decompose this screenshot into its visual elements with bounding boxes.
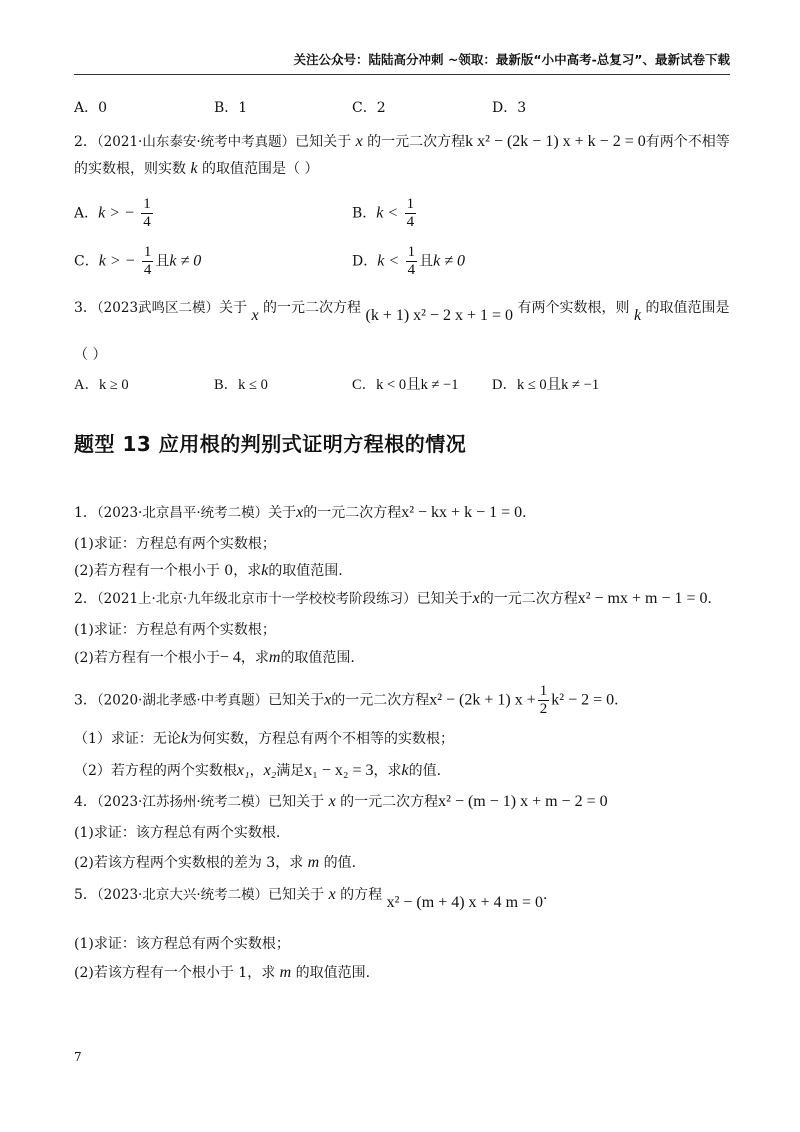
q2-option-b: B．k < $\frac{1}{4}$ xyxy=(352,196,415,230)
s5-stem: 5．（2023·北京大兴·统考二模）已知关于 x 的方程 x² − (m + 4) x + 4 m = 0． xyxy=(74,886,558,911)
question-source: （2021·山东泰安·统考中考真题） xyxy=(96,134,296,150)
s1-stem: 1．（2023·北京昌平·统考二模）关于x的一元二次方程x² − kx + k − 1 = 0． xyxy=(74,504,537,521)
q2-options-row1 xyxy=(74,190,740,234)
equation: k² − 2 = 0 xyxy=(551,691,615,709)
equation: (k + 1) x² − 2 x + 1 = 0 xyxy=(365,307,514,324)
stem-text: 的取值范围是（ ） xyxy=(202,161,319,177)
fraction: $\frac{1}{4}$ xyxy=(406,196,415,230)
stem-text: 有两个实数根，则 xyxy=(517,300,630,316)
question-source: （2021上·北京·九年级北京市十一学校校考阶段练习） xyxy=(96,591,417,607)
variable: m xyxy=(268,649,281,666)
variable: x xyxy=(355,133,363,150)
variable: k xyxy=(180,730,189,747)
q3-option-b: B．k ≤ 0 xyxy=(214,377,268,393)
variable: k xyxy=(633,307,642,324)
variable: k xyxy=(190,160,198,177)
question-source: （2023武鸣区二模） xyxy=(96,300,220,316)
s1-part2: (2)若方程有一个根小于 0，求k的取值范围. xyxy=(74,562,343,579)
fraction: $\frac{1}{4}$ xyxy=(143,244,152,278)
stem-text: 的取值范围是 xyxy=(645,300,730,316)
stem-text: 的一元二次方程 xyxy=(263,300,362,316)
q2-options-row2 xyxy=(74,238,740,282)
s2-stem: 2．（2021上·北京·九年级北京市十一学校校考阶段练习）已知关于x的一元二次方程x² − mx + m − 1 = 0． xyxy=(74,590,722,607)
s5-part1: (1)求证：该方程总有两个实数根； xyxy=(74,936,290,952)
question-source: （2023·北京昌平·统考二模） xyxy=(96,505,269,521)
variable: k xyxy=(261,562,269,579)
question-source: （2023·北京大兴·统考二模） xyxy=(96,887,269,903)
s1-part1: (1)求证：方程总有两个实数根； xyxy=(74,536,276,552)
question-number: 2． xyxy=(74,134,97,150)
q1-options xyxy=(74,97,740,119)
question-number: 4． xyxy=(74,794,97,810)
s4-part1: (1)求证：该方程总有两个实数根. xyxy=(74,825,281,841)
variable: x xyxy=(472,590,480,607)
q2-option-d: D．k < $\frac{1}{4}$ 且k ≠ 0 xyxy=(352,244,465,278)
q2-stem xyxy=(74,131,740,153)
page-number: 7 xyxy=(74,1050,82,1064)
s4-stem: 4．（2023·江苏扬州·统考二模）已知关于 x 的一元二次方程x² − (m − 1) x + m − 2 = 0 xyxy=(74,793,608,810)
equation: x² − (m + 4) x + 4 m = 0 xyxy=(386,894,544,911)
equation: x² − (2k + 1) x + xyxy=(429,691,536,709)
q3-paren: （ ） xyxy=(74,347,107,363)
q2-option-a: A．k > − $\frac{1}{4}$ xyxy=(74,196,151,230)
variable: x xyxy=(328,886,336,903)
question-source: （2020·湖北孝感·中考真题） xyxy=(96,692,269,709)
s3-stem: 3．（2020·湖北孝感·中考真题）已知关于x的一元二次方程x² − (2k + 1) x + $\frac{1}{2}$ k² − 2 = 0． xyxy=(74,683,629,717)
variable: x xyxy=(328,793,336,810)
header-text: 关注公众号：陆陆高分冲刺 ~领取：最新版“小中高考-总复习”、最新试卷下载 xyxy=(293,52,730,67)
stem-text: 的一元二次方程 xyxy=(367,134,466,150)
s4-part2: (2)若该方程两个实数根的差为 3，求 m 的值. xyxy=(74,854,357,871)
q1-option-a: A．0 xyxy=(74,100,108,116)
variable: x xyxy=(251,307,259,324)
variable: m xyxy=(307,854,320,871)
s5-part2: (2)若该方程有一个根小于 1，求 m 的取值范围. xyxy=(74,964,371,981)
q2-stem-line2 xyxy=(74,158,740,180)
q3-stem xyxy=(74,297,740,324)
s2-part1: (1)求证：方程总有两个实数根； xyxy=(74,622,276,638)
question-source: （2023·江苏扬州·统考二模） xyxy=(96,794,269,810)
q1-option-d: D．3 xyxy=(492,100,527,116)
equation: x² − (m − 1) x + m − 2 = 0 xyxy=(438,793,608,810)
variable: m xyxy=(279,964,292,981)
q1-option-b: B．1 xyxy=(214,100,248,116)
q3-option-a: A．k ≥ 0 xyxy=(74,377,129,393)
fraction: $\frac{1}{2}$ xyxy=(539,683,548,717)
q2-option-c: C．k > − $\frac{1}{4}$ 且k ≠ 0 xyxy=(74,244,202,278)
q3-options xyxy=(74,374,740,396)
equation: k x² − (2k − 1) x + k − 2 = 0 xyxy=(465,133,646,150)
question-number: 2． xyxy=(74,591,97,607)
variable: x xyxy=(324,691,332,709)
q1-option-c: C．2 xyxy=(352,100,386,116)
question-number: 3． xyxy=(74,692,97,709)
question-number: 3． xyxy=(74,300,97,316)
question-number: 5． xyxy=(74,887,97,903)
stem-text: 有两个不相等 xyxy=(645,134,730,150)
question-number: 1． xyxy=(74,505,97,521)
stem-text: 关于 xyxy=(219,300,248,316)
equation: x² − mx + m − 1 = 0 xyxy=(577,590,708,607)
stem-text: 的实数根，则实数 xyxy=(74,161,186,177)
s3-part1: （1）求证：无论k为何实数，方程总有两个不相等的实数根； xyxy=(74,730,455,747)
stem-text: 已知关于 xyxy=(295,134,352,150)
section-title: 题型 13 应用根的判别式证明方程根的情况 xyxy=(74,432,467,456)
s2-part2: (2)若方程有一个根小于− 4，求m的取值范围. xyxy=(74,649,355,666)
variable: x xyxy=(296,504,304,521)
equation: x² − kx + k − 1 = 0 xyxy=(401,504,523,521)
fraction: $\frac{1}{4}$ xyxy=(143,196,151,230)
fraction: $\frac{1}{4}$ xyxy=(407,244,416,278)
q3-option-d: D．k ≤ 0且k ≠ −1 xyxy=(492,377,600,393)
page-header xyxy=(74,50,730,75)
variable: k xyxy=(401,762,409,779)
s3-part2: （2）若方程的两个实数根x₁，x₂满足x₁ − x₂ = 3，求k的值. xyxy=(74,762,442,779)
q3-option-c: C．k < 0且k ≠ −1 xyxy=(352,377,459,393)
